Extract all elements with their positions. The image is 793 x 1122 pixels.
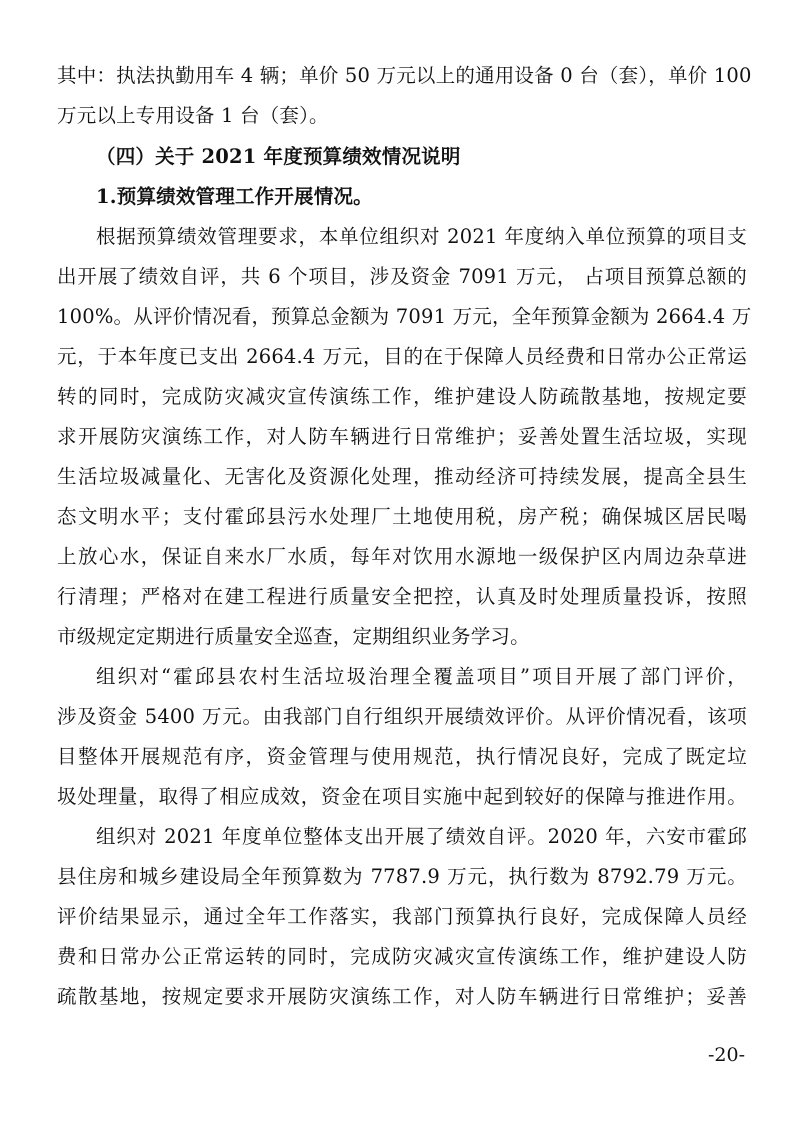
text-line: 县住房和城乡建设局全年预算数为 7787.9 万元，执行数为 8792.79 万元。 bbox=[57, 865, 747, 888]
text-line: 评价结果显示，通过全年工作落实，我部门预算执行良好，完成保障人员经 bbox=[57, 905, 747, 928]
text-line: 疏散基地，按规定要求开展防灾演练工作，对人防车辆进行日常维护；妥善 bbox=[57, 985, 747, 1008]
page-number: -20- bbox=[707, 1044, 745, 1066]
paragraph-first-line: 组织对“霍邱县农村生活垃圾治理全覆盖项目”项目开展了部门评价， bbox=[96, 665, 747, 688]
text-line: 100%。从评价情况看，预算总金额为 7091 万元，全年预算金额为 2664.4 万 bbox=[57, 305, 752, 328]
text-line: 圾处理量，取得了相应成效，资金在项目实施中起到较好的保障与推进作用。 bbox=[57, 785, 747, 808]
text-line: 求开展防灾演练工作，对人防车辆进行日常维护；妥善处置生活垃圾，实现 bbox=[57, 425, 747, 448]
paragraph-first-line: 根据预算绩效管理要求，本单位组织对 2021 年度纳入单位预算的项目支 bbox=[96, 225, 747, 248]
text-line: 涉及资金 5400 万元。由我部门自行组织开展绩效评价。从评价情况看，该项 bbox=[57, 705, 747, 728]
text-line: 万元以上专用设备 1 台（套）。 bbox=[57, 104, 329, 127]
text-line: 市级规定定期进行质量安全巡查，定期组织业务学习。 bbox=[57, 625, 530, 648]
paragraph-first-line: 组织对 2021 年度单位整体支出开展了绩效自评。2020 年，六安市霍邱 bbox=[96, 825, 747, 848]
text-line: 态文明水平；支付霍邱县污水处理厂土地使用税，房产税；确保城区居民喝 bbox=[57, 505, 747, 528]
section-heading: （四）关于 2021 年度预算绩效情况说明 bbox=[96, 145, 461, 168]
subsection-heading: 1.预算绩效管理工作开展情况。 bbox=[96, 185, 373, 208]
text-line: 其中：执法执勤用车 4 辆；单价 50 万元以上的通用设备 0 台（套），单价 100 bbox=[57, 64, 752, 87]
text-line: 转的同时，完成防灾减灾宣传演练工作，维护建设人防疏散基地，按规定要 bbox=[57, 385, 747, 408]
text-line: 生活垃圾减量化、无害化及资源化处理，推动经济可持续发展，提高全县生 bbox=[57, 465, 747, 488]
text-line: 上放心水，保证自来水厂水质，每年对饮用水源地一级保护区内周边杂草进 bbox=[57, 545, 747, 568]
text-line: 目整体开展规范有序，资金管理与使用规范，执行情况良好，完成了既定垃 bbox=[57, 745, 747, 768]
text-line: 行清理；严格对在建工程进行质量安全把控，认真及时处理质量投诉，按照 bbox=[57, 585, 747, 608]
text-line: 费和日常办公正常运转的同时，完成防灾减灾宣传演练工作，维护建设人防 bbox=[57, 945, 747, 968]
text-line: 出开展了绩效自评，共 6 个项目，涉及资金 7091 万元， 占项目预算总额的 bbox=[57, 265, 747, 288]
text-line: 元，于本年度已支出 2664.4 万元，目的在于保障人员经费和日常办公正常运 bbox=[57, 345, 747, 368]
